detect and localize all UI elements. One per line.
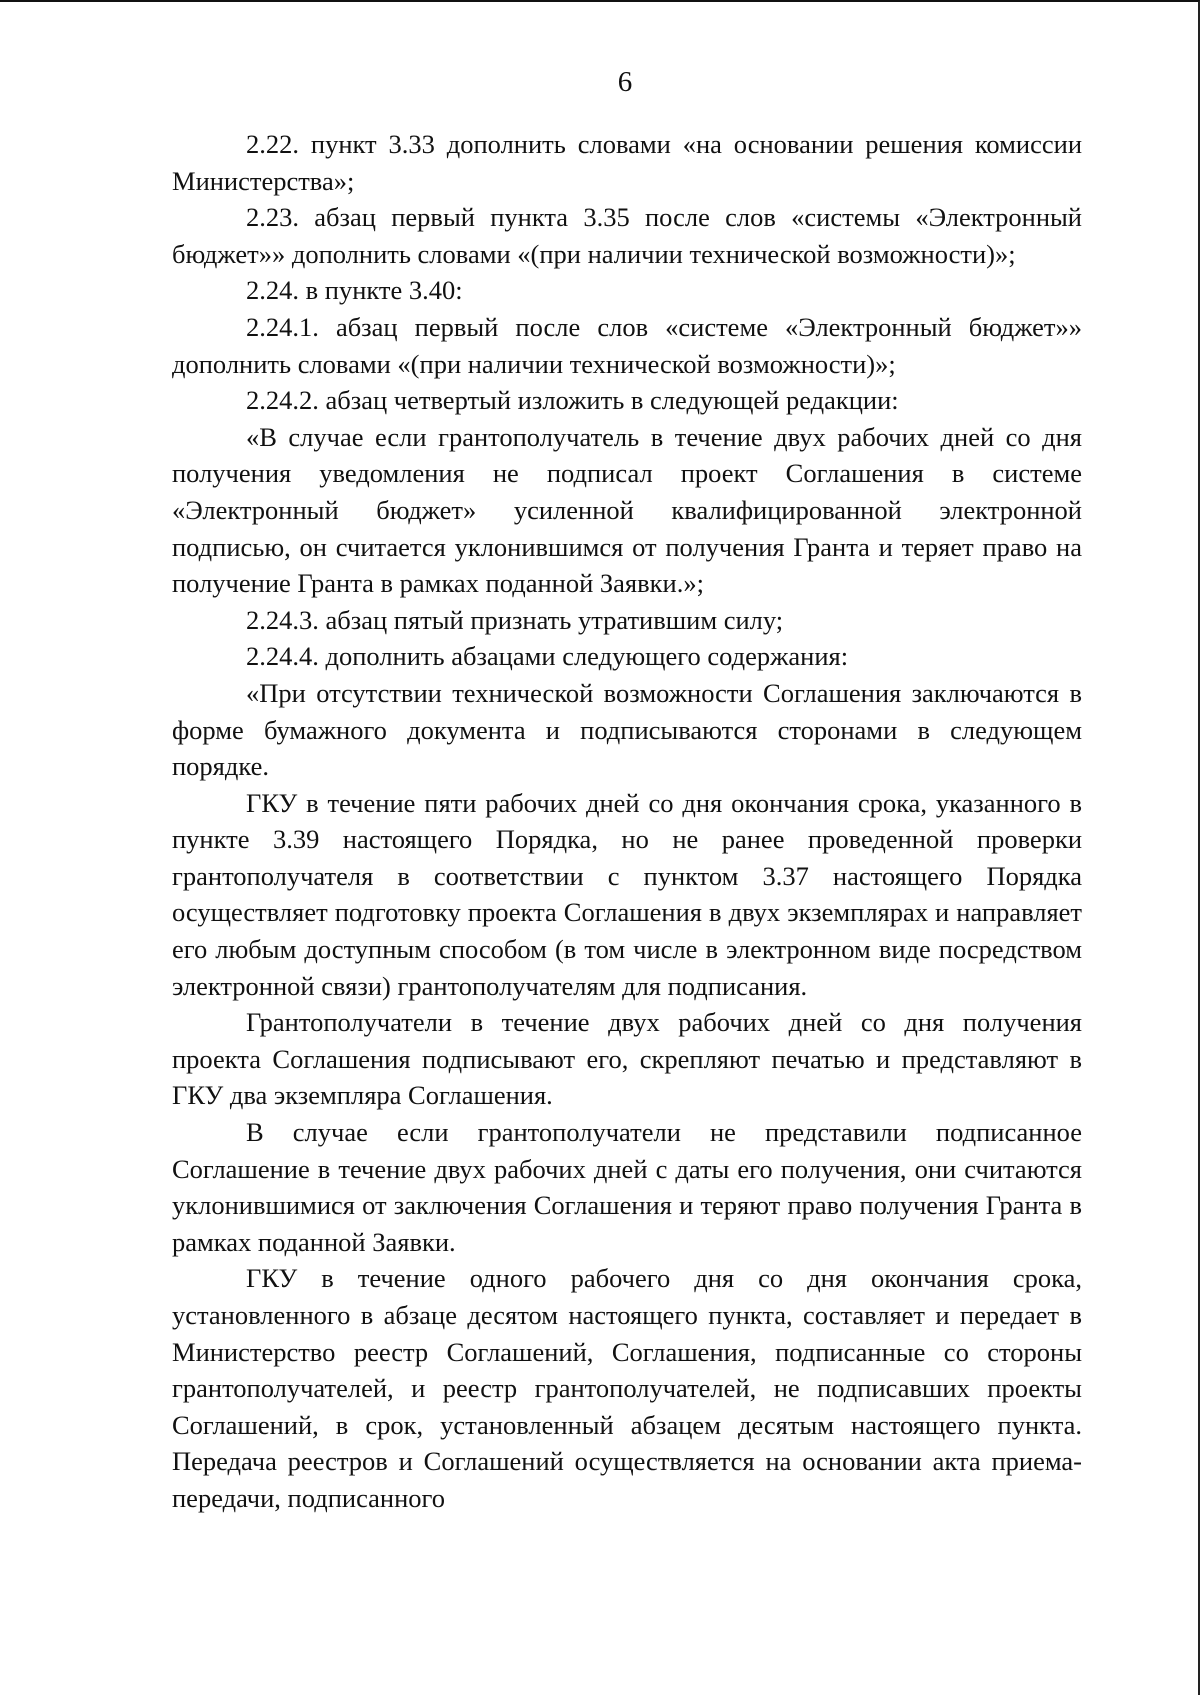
page-number: 6	[617, 66, 633, 98]
paragraph-quote-signing-failure: «В случае если грантополучатель в течение двух рабочих дней со дня получения уведомления не подписал проект Соглашения в системе «Электронный бюджет» усиленной квалифицированной электронной подписью, он считается уклонившимся от получения Гранта и теряет право на получение Гранта в рамках поданной Заявки.»;	[172, 421, 1082, 599]
document-body	[172, 126, 1082, 1517]
paragraph-2-23: 2.23. абзац первый пункта 3.35 после слов «системы «Электронный бюджет»» дополнить словами «(при наличии технической возможности)»;	[172, 202, 1082, 269]
paragraph-2-24-2: 2.24.2. абзац четвертый изложить в следующей редакции:	[246, 385, 899, 416]
paragraph-2-24-1: 2.24.1. абзац первый после слов «системе «Электронный бюджет»» дополнить словами «(при наличии технической возможности)»;	[172, 311, 1082, 379]
paragraph-2-22: 2.22. пункт 3.33 дополнить словами «на основании решения комиссии Министерства»;	[172, 129, 1082, 196]
paragraph-2-24: 2.24. в пункте 3.40:	[246, 275, 463, 306]
paragraph-2-24-3: 2.24.3. абзац пятый признать утратившим силу;	[246, 604, 784, 635]
paragraph-2-24-4: 2.24.4. дополнить абзацами следующего содержания:	[246, 641, 849, 672]
paragraph-grantee-evasion: В случае если грантополучатели не представили подписанное Соглашение в течение двух рабочих дней с даты его получения, они считаются уклонившимися от заключения Соглашения и теряют право получения Гранта в рамках поданной Заявки.	[172, 1117, 1082, 1257]
paragraph-paper-agreement-order: «При отсутствии технической возможности Соглашения заключаются в форме бумажного документа и подписываются сторонами в следующем порядке.	[172, 677, 1082, 782]
paragraph-registry-transfer: ГКУ в течение одного рабочего дня со дня окончания срока, установленного в абзаце десятом настоящего пункта, составляет и передает в Министерство реестр Соглашений, Соглашения, подписанные со стороны грантополучателей, и реестр грантополучателей, не подписавших проекты Соглашений, в срок, установленный абзацем десятым настоящего пункта. Передача реестров и Соглашений осуществляется на основании акта приема-передачи, подписанного	[172, 1263, 1082, 1513]
paragraph-grantee-signing: Грантополучатели в течение двух рабочих дней со дня получения проекта Соглашения подписывают его, скрепляют печатью и представляют в ГКУ два экземпляра Соглашения.	[172, 1007, 1082, 1111]
paragraph-gku-preparation: ГКУ в течение пяти рабочих дней со дня окончания срока, указанного в пункте 3.39 настоящего Порядка, но не ранее проведенной проверки грантополучателя в соответствии с пунктом 3.37 настоящего Порядка осуществляет подготовку проекта Соглашения в двух экземплярах и направляет его любым доступным способом (в том числе в электронном виде посредством электронной связи) грантополучателям для подписания.	[172, 787, 1082, 1001]
